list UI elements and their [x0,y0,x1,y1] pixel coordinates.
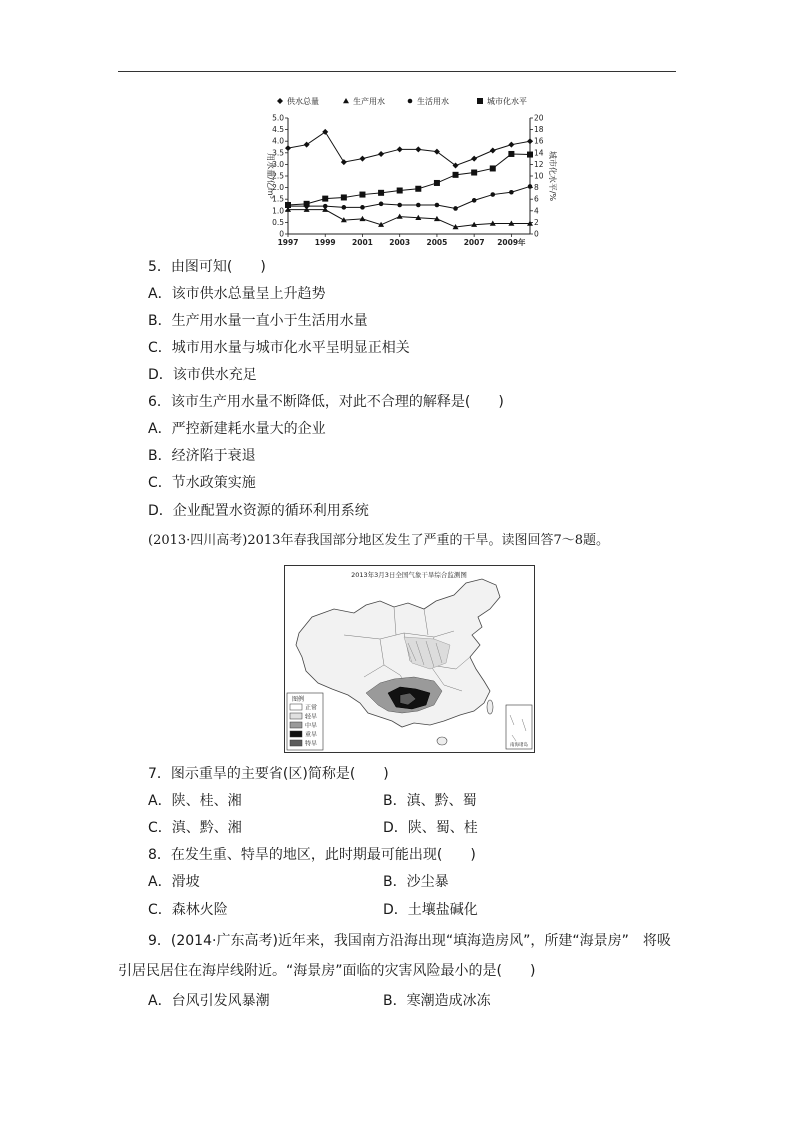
data-point [453,206,458,211]
q5-option-d[interactable]: D．该市供水充足 [148,367,257,383]
data-point [285,145,291,151]
q8-option-a[interactable]: A．滑坡 [148,874,200,890]
map-legend-label: 轻旱 [305,713,318,721]
q8-option-d[interactable]: D．土壤盐碱化 [383,902,478,918]
y2-tick-label: 16 [534,136,544,146]
y2-tick-label: 20 [534,113,544,123]
q7-option-b[interactable]: B．滇、黔、蜀 [383,793,477,809]
drought-map [284,565,535,753]
data-point [435,203,440,208]
y-axis-title: 用水量/亿m³ [266,153,275,199]
data-point [434,180,440,186]
map-legend-label: 特旱 [305,740,318,748]
q8-option-c[interactable]: C．森林火险 [148,902,228,918]
data-point [304,201,310,207]
q9-option-b[interactable]: B．寒潮造成冰冻 [383,993,491,1009]
data-point [397,188,403,194]
x-tick-label: 1999 [314,238,336,247]
q5-stem: 5．由图可知( ) [148,259,266,275]
map-legend-swatch [290,731,302,737]
header-rule [118,71,676,72]
legend-label: 供水总量 [287,97,319,106]
legend-marker [277,98,283,104]
y-tick-label: 0 [279,229,284,239]
q8-option-b[interactable]: B．沙尘暴 [383,874,449,890]
y-tick-label: 0.5 [272,217,284,227]
data-point [341,194,347,200]
data-point [490,147,496,153]
y2-tick-label: 14 [534,148,544,158]
y-tick-label: 3.0 [272,159,284,169]
chart-legend [277,96,527,106]
map-legend-title: 图例 [292,696,305,703]
q6-stem: 6．该市生产用水量不断降低，对此不合理的解释是( ) [148,394,504,410]
data-point [453,172,459,178]
y2-tick-label: 10 [534,171,544,181]
data-point [379,202,384,207]
data-point [471,170,477,176]
series-1 [285,129,533,169]
data-point [322,196,328,202]
y2-tick-label: 2 [534,217,539,227]
map-legend-swatch [290,722,302,728]
inset-label: 南海诸岛 [510,743,528,748]
data-point [322,129,328,135]
q7-8-intro: (2013·四川高考)2013年春我国部分地区发生了严重的干旱。读图回答7～8题。 [148,533,609,548]
data-point [490,165,496,171]
map-legend-swatch [290,704,302,710]
data-point [397,214,403,219]
legend-marker [477,98,483,104]
y2-tick-label: 0 [534,229,539,239]
map-legend-swatch [290,713,302,719]
data-point [359,192,365,198]
map-legend-label: 重旱 [305,731,318,739]
x-tick-label: 2001 [352,238,373,247]
y2-tick-label: 4 [534,206,539,216]
y-tick-label: 2.0 [272,183,284,193]
data-point [378,151,384,157]
q6-option-c[interactable]: C．节水政策实施 [148,475,256,491]
data-point [341,159,347,165]
y2-tick-label: 18 [534,125,544,135]
y-tick-label: 4.5 [272,125,284,135]
series-4 [285,151,533,208]
data-point [509,190,514,195]
data-point [359,156,365,162]
data-point [378,190,384,196]
x-tick-label: 1997 [277,238,299,247]
data-point [527,138,533,144]
data-point [416,203,421,208]
legend-marker [408,99,413,104]
q7-option-d[interactable]: D．陕、蜀、桂 [383,820,478,836]
map-legend-label: 正常 [305,704,318,712]
q7-stem: 7．图示重旱的主要省(区)简称是( ) [148,766,389,782]
chart-series [285,129,533,229]
map-title: 2013年3月3日全国气象干旱综合监测图 [351,571,467,579]
y-tick-label: 1.0 [272,206,284,216]
water-supply-chart [246,92,556,248]
q9-stem-line2: 引居民居住在海岸线附近。“海景房”面临的灾害风险最小的是( ) [118,963,536,979]
q5-option-a[interactable]: A．该市供水总量呈上升趋势 [148,286,326,302]
data-point [342,205,347,210]
q7-option-a[interactable]: A．陕、桂、湘 [148,793,242,809]
data-point [360,205,365,210]
y2-tick-label: 8 [534,183,539,193]
legend-label: 生活用水 [417,97,449,106]
x-tick-label: 2005 [426,238,448,247]
data-point [472,198,477,203]
y-tick-label: 3.5 [272,148,284,158]
data-point [508,151,514,157]
q9-stem-line1: 9．(2014·广东高考)近年来，我国南方沿海出现“填海造房风”，所建“海景房” 将吸 [148,933,671,949]
map-legend-swatch [290,740,302,746]
data-point [285,202,291,208]
data-point [397,146,403,152]
data-point [359,216,365,221]
y2-tick-label: 6 [534,194,539,204]
q5-option-c[interactable]: C．城市用水量与城市化水平呈明显正相关 [148,340,410,356]
q5-option-b[interactable]: B．生产用水量一直小于生活用水量 [148,313,368,329]
chart-axes [266,114,558,248]
q8-stem: 8．在发生重、特旱的地区，此时期最可能出现( ) [148,847,476,863]
data-point [471,156,477,162]
x-tick-label: 2003 [389,238,411,247]
y2-axis-title: 城市化水平/% [548,150,557,202]
data-point [304,142,310,148]
x-tick-label: 2009年 [497,238,526,247]
q6-option-b[interactable]: B．经济陷于衰退 [148,448,256,464]
legend-label: 生产用水 [353,97,385,106]
y-tick-label: 5.0 [272,113,284,123]
y2-tick-label: 12 [534,159,544,169]
data-point [508,142,514,148]
q6-option-d[interactable]: D．企业配置水资源的循环利用系统 [148,503,369,519]
q9-option-a[interactable]: A．台风引发风暴潮 [148,993,270,1009]
y-tick-label: 2.5 [272,171,284,181]
legend-label: 城市化水平 [487,97,527,106]
data-point [490,192,495,197]
series-2 [285,207,533,230]
x-tick-label: 2007 [463,238,485,247]
data-point [397,203,402,208]
data-point [323,204,328,209]
data-point [528,184,533,189]
y-tick-label: 4.0 [272,136,284,146]
legend-marker [343,98,349,103]
data-point [527,152,533,158]
data-point [415,186,421,192]
data-point [415,146,421,152]
q6-option-a[interactable]: A．严控新建耗水量大的企业 [148,421,326,437]
q7-option-c[interactable]: C．滇、黔、湘 [148,820,242,836]
map-legend-label: 中旱 [305,722,318,730]
y-tick-label: 1.5 [272,194,284,204]
